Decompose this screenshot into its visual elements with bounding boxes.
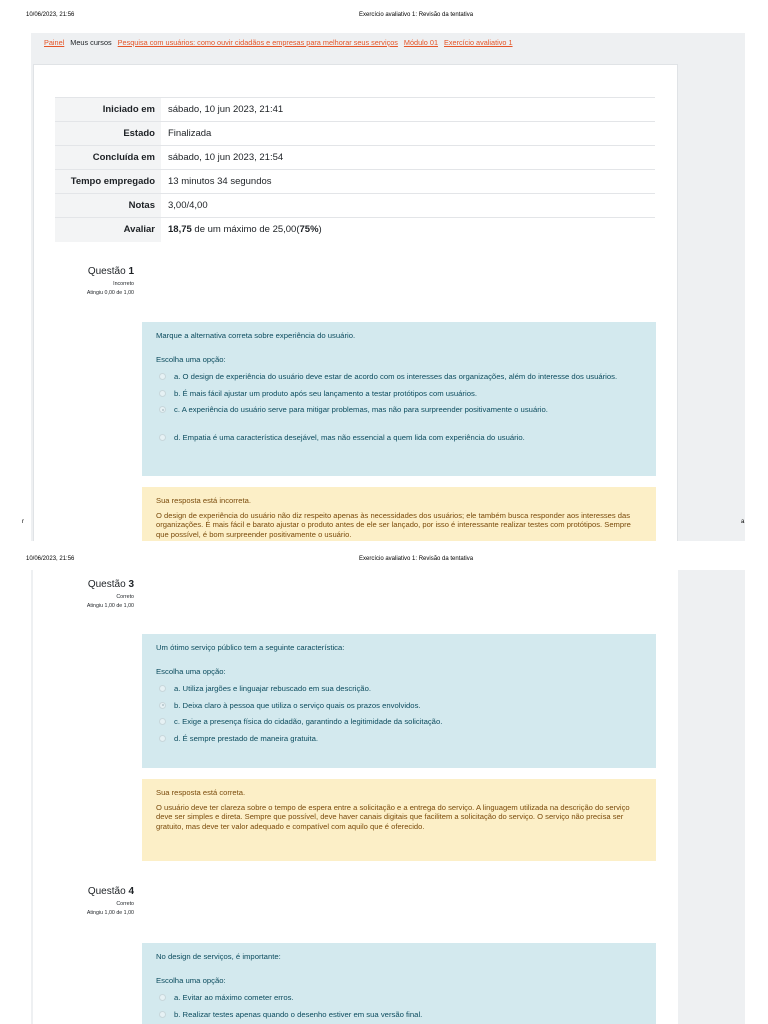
question-3-info <box>60 579 134 609</box>
breadcrumb-module-link[interactable]: Módulo 01 <box>403 38 438 47</box>
radio-button[interactable] <box>159 373 166 380</box>
summary-row <box>55 122 655 146</box>
summary-row <box>55 146 655 170</box>
summary-value: sábado, 10 jun 2023, 21:54 <box>168 152 284 163</box>
summary-label: Iniciado em <box>55 98 161 122</box>
answer-option-a[interactable]: a. O design de experiência do usuário deve estar de acordo com os interesses das organizações, além do interesse dos usuários. <box>156 372 642 382</box>
feedback-text: O design de experiência do usuário não diz respeito apenas às necessidades dos usuários; ele também busca responder aos interesses das organizações. É mais fácil e barato ajustar o produto antes de ele ser lançado, por isso é interessante realizar testes com protótipos. Sempre que possível, é bom surpreender positivamente o usuário. <box>156 510 631 539</box>
question-prompt: Marque a alternativa correta sobre experiência do usuário. <box>156 331 356 340</box>
print-header <box>0 12 768 22</box>
question-4-info <box>60 886 134 916</box>
radio-button[interactable] <box>159 735 166 742</box>
answer-option-c[interactable]: c. A experiência do usuário serve para mitigar problemas, mas não para surpreender positivamente o usuário. <box>156 405 642 415</box>
question-state: Correto <box>116 901 134 907</box>
radio-button[interactable] <box>159 434 166 441</box>
grade-close: ) <box>318 224 322 236</box>
radio-button[interactable] <box>159 994 166 1001</box>
question-1-feedback <box>142 487 656 541</box>
question-state: Incorreto <box>113 281 134 287</box>
question-prompt: Um ótimo serviço público tem a seguinte característica: <box>156 643 345 652</box>
radio-button-selected[interactable] <box>159 702 166 709</box>
grade-percent: 75% <box>299 224 319 236</box>
answer-option-a[interactable]: a. Evitar ao máximo cometer erros. <box>156 993 642 1003</box>
question-prompt: No design de serviços, é importante: <box>156 952 281 961</box>
answer-option-c[interactable]: c. Exige a presença física do cidadão, garantindo a legitimidade da solicitação. <box>156 717 642 727</box>
print-datetime: 10/06/2023, 21:56 <box>26 12 75 18</box>
question-grade: Atingiu 1,00 de 1,00 <box>86 910 134 916</box>
summary-value <box>161 218 655 242</box>
print-title: Exercício avaliativo 1: Revisão da tentativa <box>359 556 474 562</box>
summary-row <box>55 218 655 242</box>
print-datetime: 10/06/2023, 21:56 <box>26 556 75 562</box>
summary-label: Notas <box>55 194 161 218</box>
summary-value: 3,00/4,00 <box>168 200 208 211</box>
edge-mark: r <box>22 519 24 525</box>
breadcrumb-painel-link[interactable]: Painel <box>44 38 65 47</box>
grade-score: 18,75 <box>168 224 192 236</box>
choose-label: Escolha uma opção: <box>156 976 226 985</box>
feedback-heading: Sua resposta está incorreta. <box>156 496 251 505</box>
summary-value: 13 minutos 34 segundos <box>168 176 272 187</box>
radio-button[interactable] <box>159 390 166 397</box>
summary-row <box>55 98 655 122</box>
question-1-info <box>60 266 134 296</box>
radio-button-selected[interactable] <box>159 406 166 413</box>
radio-button[interactable] <box>159 1011 166 1018</box>
feedback-text: O usuário deve ter clareza sobre o tempo de espera entre a solicitação e a entrega do serviço. A linguagem utilizada na descrição do serviço deve ser simples e direta. Sempre que possível, deve haver canais digitais que facilitem a solicitação do serviço. O serviço não precisa ser gratuito, mas deve ter valor adequado e compatível com aquilo que é oferecido. <box>156 802 630 831</box>
summary-label: Avaliar <box>55 218 161 242</box>
print-page-2 <box>0 552 768 1024</box>
breadcrumb-meus-cursos: Meus cursos <box>70 38 112 47</box>
print-title: Exercício avaliativo 1: Revisão da tentativa <box>359 12 474 18</box>
answer-option-b[interactable]: b. Realizar testes apenas quando o desenho estiver em sua versão final. <box>156 1010 642 1020</box>
summary-value: Finalizada <box>168 128 212 139</box>
edge-mark: a <box>741 519 745 525</box>
question-3-content <box>142 634 656 768</box>
radio-button[interactable] <box>159 718 166 725</box>
attempt-summary-table <box>55 97 655 242</box>
answer-option-b[interactable]: b. Deixa claro à pessoa que utiliza o serviço quais os prazos envolvidos. <box>156 701 642 711</box>
breadcrumb <box>44 38 519 47</box>
breadcrumb-course-link[interactable]: Pesquisa com usuários: como ouvir cidadãos e empresas para melhorar seus serviços <box>117 38 398 47</box>
print-header <box>0 556 768 566</box>
question-state: Correto <box>116 594 134 600</box>
answer-option-d[interactable]: d. É sempre prestado de maneira gratuita. <box>156 734 642 744</box>
answer-option-d[interactable]: d. Empatia é uma característica desejável, mas não essencial a quem lida com experiência do usuário. <box>156 433 642 443</box>
summary-row <box>55 194 655 218</box>
grade-max: de um máximo de 25,00( <box>191 224 300 236</box>
feedback-heading: Sua resposta está correta. <box>156 788 246 797</box>
question-grade: Atingiu 0,00 de 1,00 <box>86 290 134 296</box>
breadcrumb-exercise-link[interactable]: Exercício avaliativo 1 <box>444 38 513 47</box>
summary-value: sábado, 10 jun 2023, 21:41 <box>168 104 284 115</box>
question-1-content <box>142 322 656 476</box>
question-3-feedback <box>142 779 656 861</box>
choose-label: Escolha uma opção: <box>156 667 226 676</box>
summary-label: Tempo empregado <box>55 170 161 194</box>
question-number: Questão 3 <box>87 579 134 590</box>
question-grade: Atingiu 1,00 de 1,00 <box>86 603 134 609</box>
question-4-content <box>142 943 656 1024</box>
summary-label: Concluída em <box>55 146 161 170</box>
question-number: Questão 4 <box>87 886 134 897</box>
answer-option-a[interactable]: a. Utiliza jargões e linguajar rebuscado em sua descrição. <box>156 684 642 694</box>
question-number: Questão 1 <box>87 266 134 277</box>
radio-button[interactable] <box>159 685 166 692</box>
answer-option-b[interactable]: b. É mais fácil ajustar um produto após seu lançamento a testar protótipos com usuários. <box>156 389 642 399</box>
choose-label: Escolha uma opção: <box>156 355 226 364</box>
summary-row <box>55 170 655 194</box>
summary-label: Estado <box>55 122 161 146</box>
